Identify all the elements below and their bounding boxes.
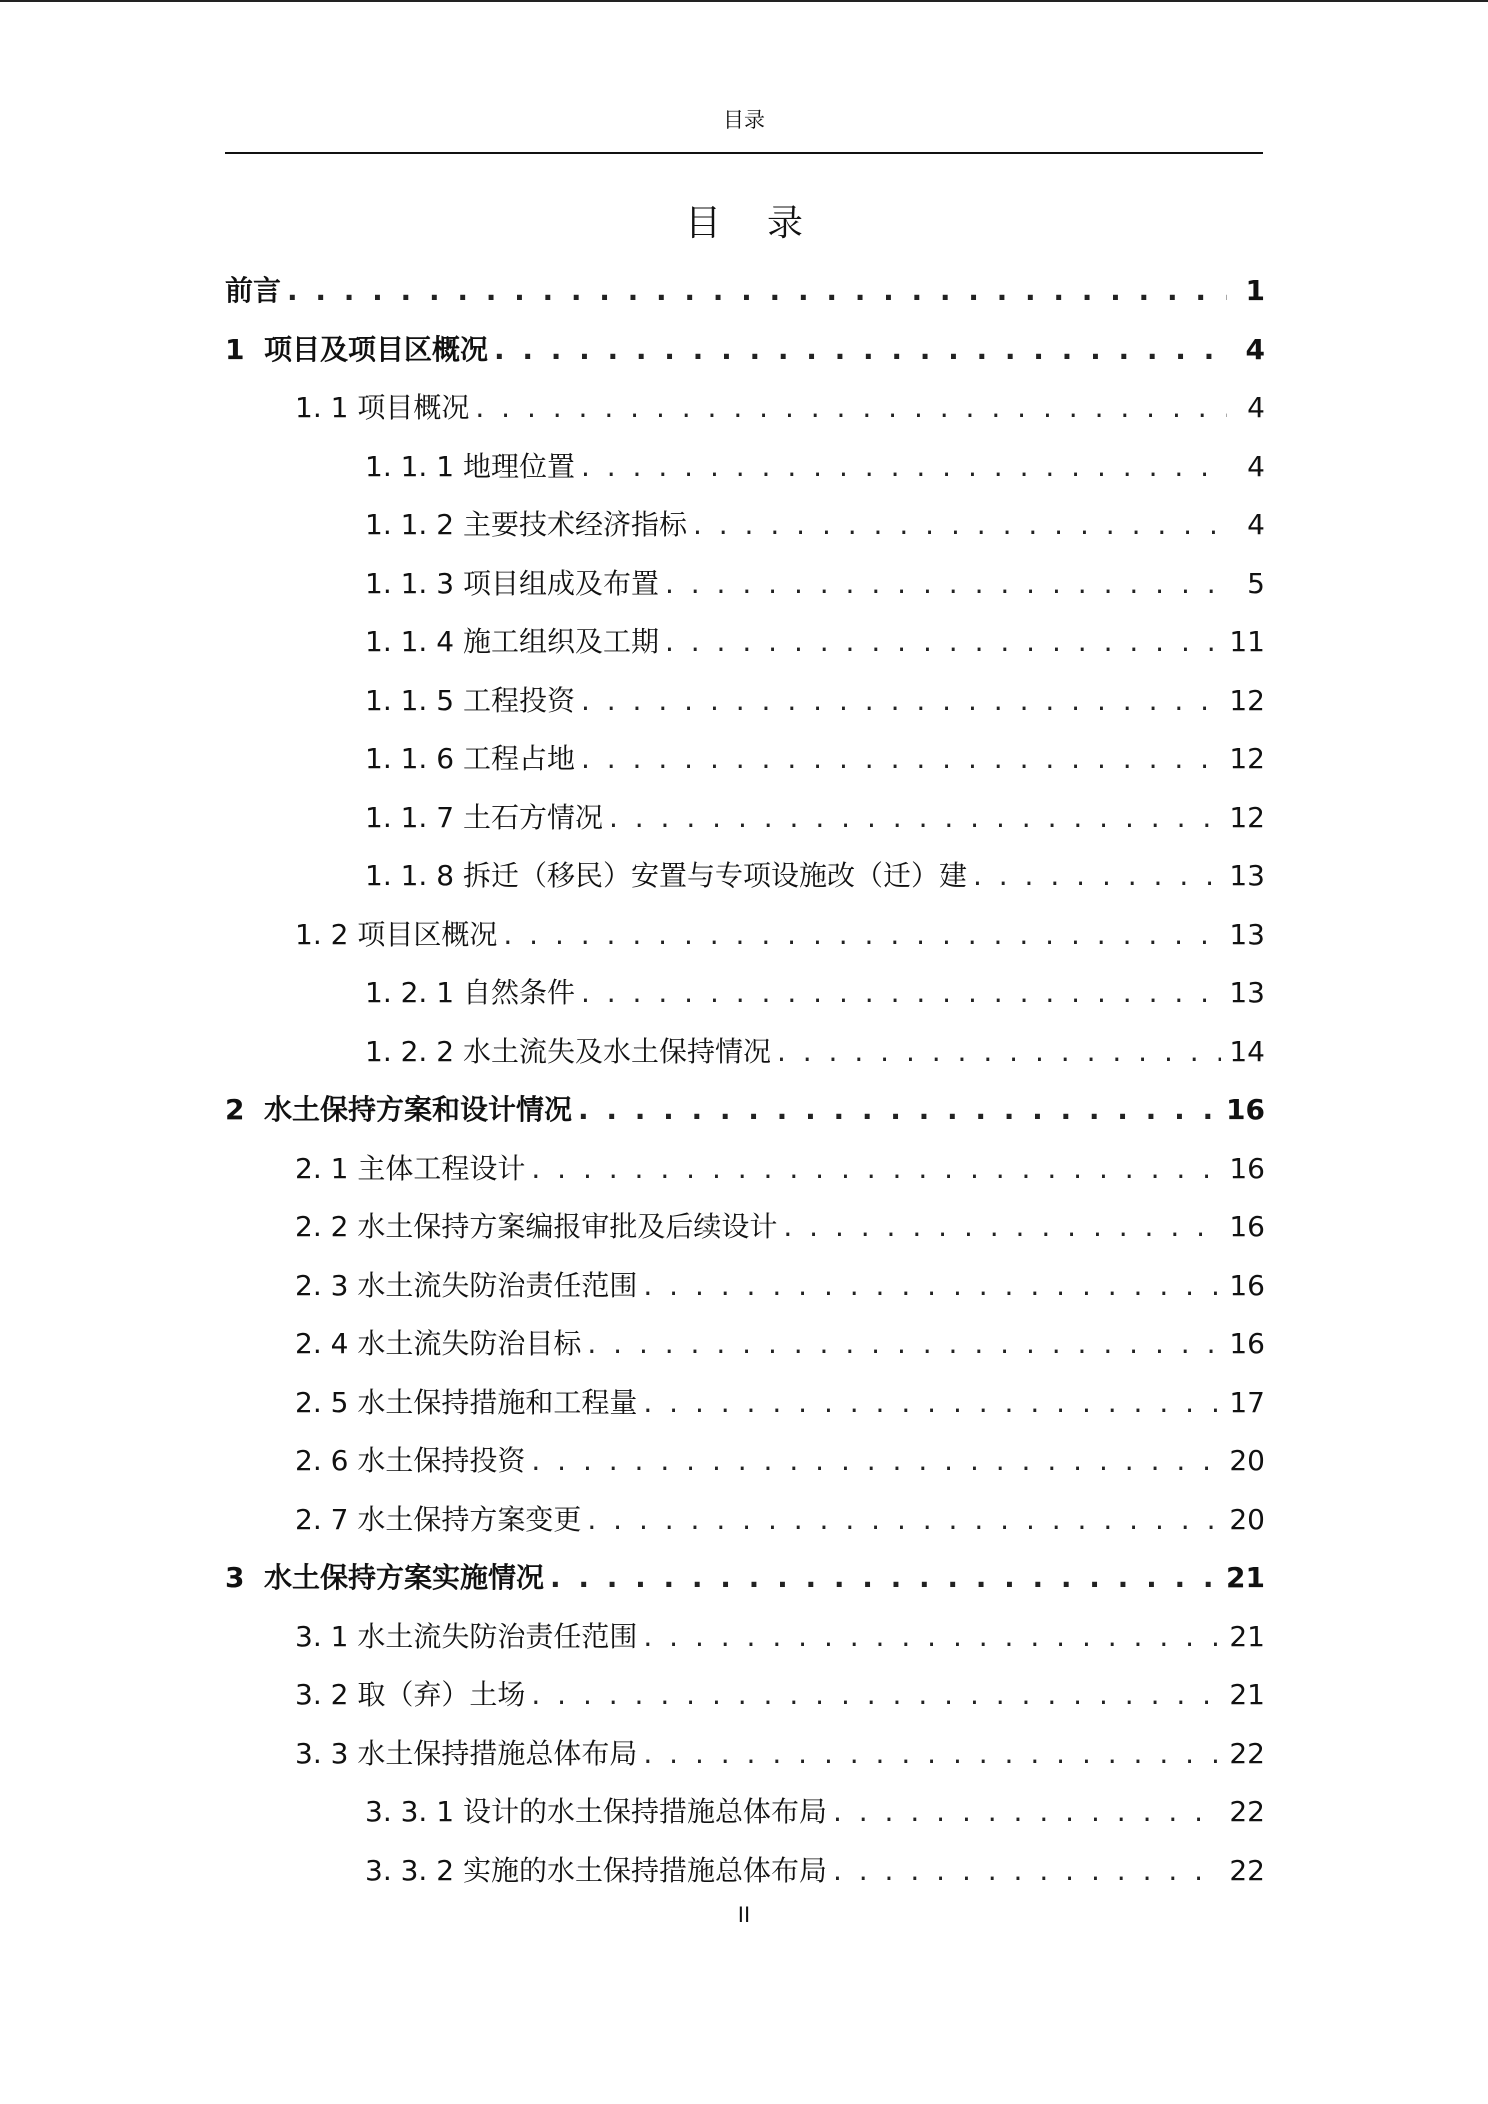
toc-entry[interactable] bbox=[225, 1842, 1265, 1901]
toc-entry-label: 1. 1. 5 工程投资 bbox=[365, 683, 575, 717]
toc-entry-page: 16 bbox=[1229, 1268, 1265, 1302]
toc-entry-label: 1. 2. 1 自然条件 bbox=[365, 976, 575, 1009]
toc-entry-page: 13 bbox=[1229, 859, 1265, 892]
toc-entry[interactable] bbox=[225, 1549, 1265, 1608]
toc-dot-leader bbox=[581, 672, 1221, 731]
toc-dot-leader bbox=[581, 730, 1221, 789]
toc-entry[interactable] bbox=[225, 847, 1265, 906]
toc-entry-page: 4 bbox=[1247, 508, 1265, 541]
toc-dot-leader bbox=[531, 1666, 1221, 1725]
toc-dot-leader bbox=[581, 964, 1221, 1023]
toc-entry-label: 1. 1. 3 项目组成及布置 bbox=[365, 566, 659, 600]
toc-entry[interactable] bbox=[225, 1374, 1265, 1433]
toc-entry-label: 1. 1. 8 拆迁（移民）安置与专项设施改（迁）建 bbox=[365, 859, 967, 892]
toc-dot-leader bbox=[693, 496, 1227, 555]
toc-entry[interactable] bbox=[225, 1725, 1265, 1784]
toc-entry-label: 3. 3. 2 实施的水土保持措施总体布局 bbox=[365, 1853, 827, 1887]
toc-dot-leader bbox=[287, 262, 1227, 321]
toc-entry[interactable] bbox=[225, 496, 1265, 555]
toc-entry-label: 1. 1. 6 工程占地 bbox=[365, 742, 575, 775]
toc-entry-page: 12 bbox=[1229, 800, 1265, 834]
toc-entry[interactable] bbox=[225, 1257, 1265, 1316]
toc-entry[interactable] bbox=[225, 613, 1265, 672]
toc-title: 目录 bbox=[684, 203, 849, 244]
toc-entry-label: 1. 1. 2 主要技术经济指标 bbox=[365, 508, 687, 541]
toc-entry-label: 1. 1. 7 土石方情况 bbox=[365, 800, 603, 834]
toc-entry[interactable] bbox=[225, 1491, 1265, 1550]
toc-entry-label: 1. 1. 4 施工组织及工期 bbox=[365, 625, 659, 658]
toc-entry[interactable] bbox=[225, 438, 1265, 497]
toc-dot-leader bbox=[578, 1081, 1218, 1140]
toc-entry[interactable] bbox=[225, 906, 1265, 965]
toc-entry-page: 14 bbox=[1229, 1034, 1265, 1068]
toc-entry-page: 21 bbox=[1229, 1678, 1265, 1711]
toc-dot-leader bbox=[531, 1140, 1221, 1199]
toc-entry[interactable] bbox=[225, 379, 1265, 438]
toc-entry-page: 4 bbox=[1247, 449, 1265, 483]
toc-entry-page: 16 bbox=[1229, 1151, 1265, 1185]
toc-entry-page: 13 bbox=[1229, 976, 1265, 1009]
toc-entry-label: 1 项目及项目区概况 bbox=[225, 332, 488, 366]
toc-dot-leader bbox=[503, 906, 1221, 965]
toc-entry[interactable] bbox=[225, 262, 1265, 321]
toc-dot-leader bbox=[777, 1023, 1221, 1082]
toc-entry[interactable] bbox=[225, 1783, 1265, 1842]
toc-entry[interactable] bbox=[225, 730, 1265, 789]
toc-entry-page: 20 bbox=[1229, 1444, 1265, 1477]
toc-entry-page: 4 bbox=[1247, 391, 1265, 424]
toc-dot-leader bbox=[550, 1549, 1218, 1608]
toc-entry[interactable] bbox=[225, 1666, 1265, 1725]
toc-entry-page: 22 bbox=[1229, 1795, 1265, 1828]
toc-dot-leader bbox=[494, 321, 1227, 380]
toc-entry[interactable] bbox=[225, 555, 1265, 614]
toc-dot-leader bbox=[833, 1842, 1221, 1901]
toc-dot-leader bbox=[587, 1315, 1221, 1374]
toc-entry[interactable] bbox=[225, 1140, 1265, 1199]
toc-entry-label: 1. 2. 2 水土流失及水土保持情况 bbox=[365, 1034, 771, 1068]
toc-entry-label: 1. 1. 1 地理位置 bbox=[365, 449, 575, 483]
toc-entry[interactable] bbox=[225, 672, 1265, 731]
toc-entry[interactable] bbox=[225, 789, 1265, 848]
toc-entry-page: 5 bbox=[1247, 566, 1265, 600]
toc-entry-page: 21 bbox=[1229, 1619, 1265, 1653]
toc-dot-leader bbox=[581, 438, 1227, 497]
toc-entry-label: 3. 3 水土保持措施总体布局 bbox=[295, 1736, 638, 1770]
toc-entry-page: 4 bbox=[1245, 332, 1265, 366]
page-top-border bbox=[0, 0, 1488, 2]
toc-entry-label: 2. 3 水土流失防治责任范围 bbox=[295, 1268, 638, 1302]
toc-entry-label: 3 水土保持方案实施情况 bbox=[225, 1561, 544, 1594]
toc-entry-page: 16 bbox=[1229, 1327, 1265, 1360]
page-number: II bbox=[737, 1903, 751, 1927]
toc-entry[interactable] bbox=[225, 1023, 1265, 1082]
toc-entry[interactable] bbox=[225, 1081, 1265, 1140]
toc-entry[interactable] bbox=[225, 964, 1265, 1023]
toc-entry-label: 3. 3. 1 设计的水土保持措施总体布局 bbox=[365, 1795, 827, 1828]
toc-entry-page: 13 bbox=[1229, 917, 1265, 951]
toc-entry-label: 1. 2 项目区概况 bbox=[295, 917, 498, 951]
toc-entry[interactable] bbox=[225, 1198, 1265, 1257]
toc-dot-leader bbox=[531, 1432, 1221, 1491]
toc-dot-leader bbox=[643, 1374, 1221, 1433]
toc-dot-leader bbox=[609, 789, 1221, 848]
toc-entry-label: 1. 1 项目概况 bbox=[295, 391, 470, 424]
toc-entry-label: 2. 1 主体工程设计 bbox=[295, 1151, 526, 1185]
toc-entry-page: 11 bbox=[1229, 625, 1265, 658]
toc-entry-page: 22 bbox=[1229, 1853, 1265, 1887]
toc-dot-leader bbox=[665, 613, 1221, 672]
toc-entry-page: 17 bbox=[1229, 1385, 1265, 1419]
toc-dot-leader bbox=[643, 1257, 1221, 1316]
toc-entry-page: 16 bbox=[1229, 1210, 1265, 1243]
toc-entry-label: 3. 2 取（弃）土场 bbox=[295, 1678, 526, 1711]
toc-entry-label: 2. 5 水土保持措施和工程量 bbox=[295, 1385, 638, 1419]
running-header: 目录 bbox=[723, 108, 765, 132]
toc-dot-leader bbox=[833, 1783, 1221, 1842]
toc-entry-page: 1 bbox=[1245, 274, 1265, 307]
toc-dot-leader bbox=[783, 1198, 1221, 1257]
toc-entry-label: 2 水土保持方案和设计情况 bbox=[225, 1093, 572, 1126]
toc-entry-label: 前言 bbox=[225, 274, 282, 307]
toc-entry[interactable] bbox=[225, 1315, 1265, 1374]
toc-entry[interactable] bbox=[225, 1432, 1265, 1491]
toc-entry-label: 2. 6 水土保持投资 bbox=[295, 1444, 526, 1477]
toc-dot-leader bbox=[973, 847, 1221, 906]
toc-entry-label: 2. 7 水土保持方案变更 bbox=[295, 1502, 582, 1536]
toc-dot-leader bbox=[475, 379, 1227, 438]
table-of-contents bbox=[225, 262, 1265, 1900]
toc-entry-page: 21 bbox=[1226, 1561, 1265, 1594]
header-rule bbox=[225, 152, 1263, 154]
toc-entry-page: 20 bbox=[1229, 1502, 1265, 1536]
toc-dot-leader bbox=[643, 1608, 1221, 1667]
toc-entry-label: 3. 1 水土流失防治责任范围 bbox=[295, 1619, 638, 1653]
toc-entry-label: 2. 2 水土保持方案编报审批及后续设计 bbox=[295, 1210, 778, 1243]
toc-entry-label: 2. 4 水土流失防治目标 bbox=[295, 1327, 582, 1360]
toc-dot-leader bbox=[643, 1725, 1221, 1784]
toc-entry[interactable] bbox=[225, 1608, 1265, 1667]
toc-entry[interactable] bbox=[225, 321, 1265, 380]
toc-entry-page: 12 bbox=[1229, 742, 1265, 775]
toc-dot-leader bbox=[665, 555, 1227, 614]
toc-entry-page: 12 bbox=[1229, 683, 1265, 717]
toc-dot-leader bbox=[587, 1491, 1221, 1550]
toc-entry-page: 16 bbox=[1226, 1093, 1265, 1126]
toc-entry-page: 22 bbox=[1229, 1736, 1265, 1770]
